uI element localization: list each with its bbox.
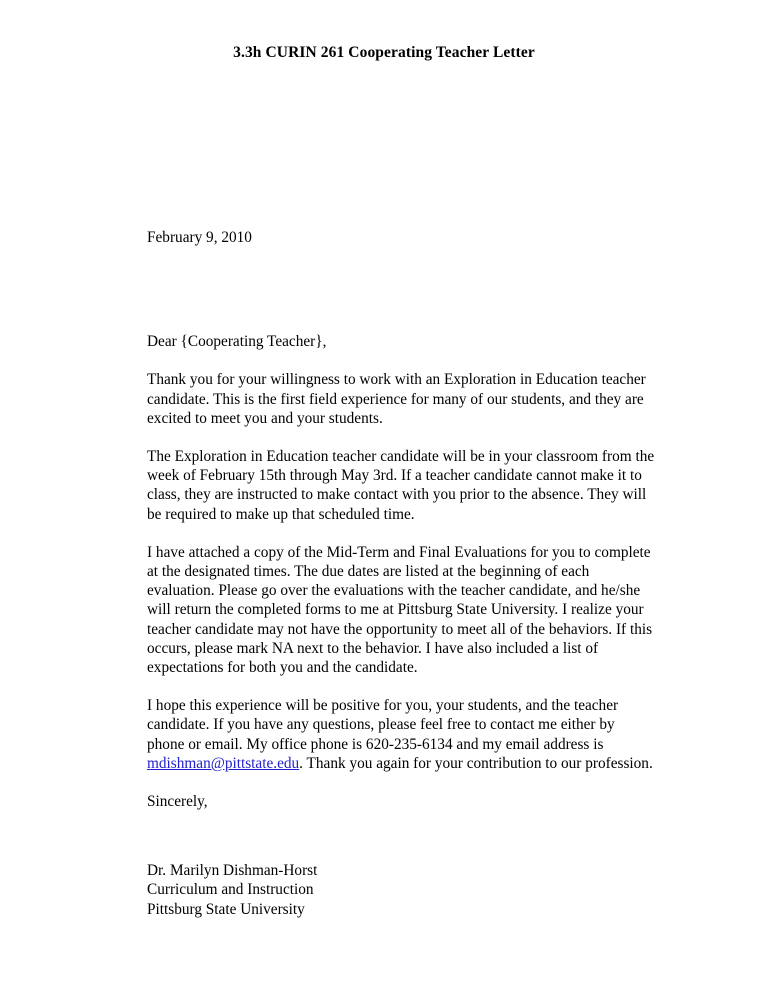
letter-paragraph-1: Thank you for your willingness to work with an Exploration in Education teacher candidate. This is the first field experience for many of our students, and they are excited to meet you and your students. (147, 371, 646, 427)
letter-paragraph-contact (147, 696, 655, 773)
date-salutation-spacer (147, 247, 655, 332)
signature-block (147, 861, 655, 919)
letter-body (147, 228, 655, 919)
signature-department: Curriculum and Instruction (147, 881, 314, 899)
letter-closing: Sincerely, (147, 793, 208, 811)
contact-text-before-email: I hope this experience will be positive for you, your students, and the teacher candidate. If you have any questions, please feel free to contact me either by phone or email. My office phone is 620-235-6134 and my email address is (147, 697, 619, 753)
letter-salutation: Dear {Cooperating Teacher}, (147, 333, 327, 351)
letter-date: February 9, 2010 (147, 229, 252, 246)
contact-text-after-email: . Thank you again for your contribution to our profession. (299, 754, 653, 772)
page-title: 3.3h CURIN 261 Cooperating Teacher Letter (233, 44, 535, 61)
letter-paragraph-2: The Exploration in Education teacher candidate will be in your classroom from the week of February 15th through May 3rd. If a teacher candidate cannot make it to class, they are instructed to make contact with you prior to the absence. They will be required to make up that scheduled time. (147, 448, 655, 523)
signature-name: Dr. Marilyn Dishman-Horst (147, 862, 318, 880)
email-address-link[interactable]: mdishman@pittstate.edu (147, 754, 300, 772)
letter-paragraph-3: I have attached a copy of the Mid-Term and Final Evaluations for you to complete at the designated times. The due dates are listed at the beginning of each evaluation. Please go over the evaluations with the teacher candidate, and he/she will return the completed forms to me at Pittsburg State University. I realize your teacher candidate may not have the opportunity to meet all of the behaviors. If this occurs, please mark NA next to the behavior. I have also included a list of expectations for both you and the candidate. (147, 543, 653, 677)
signature-institution: Pittsburg State University (147, 900, 305, 918)
